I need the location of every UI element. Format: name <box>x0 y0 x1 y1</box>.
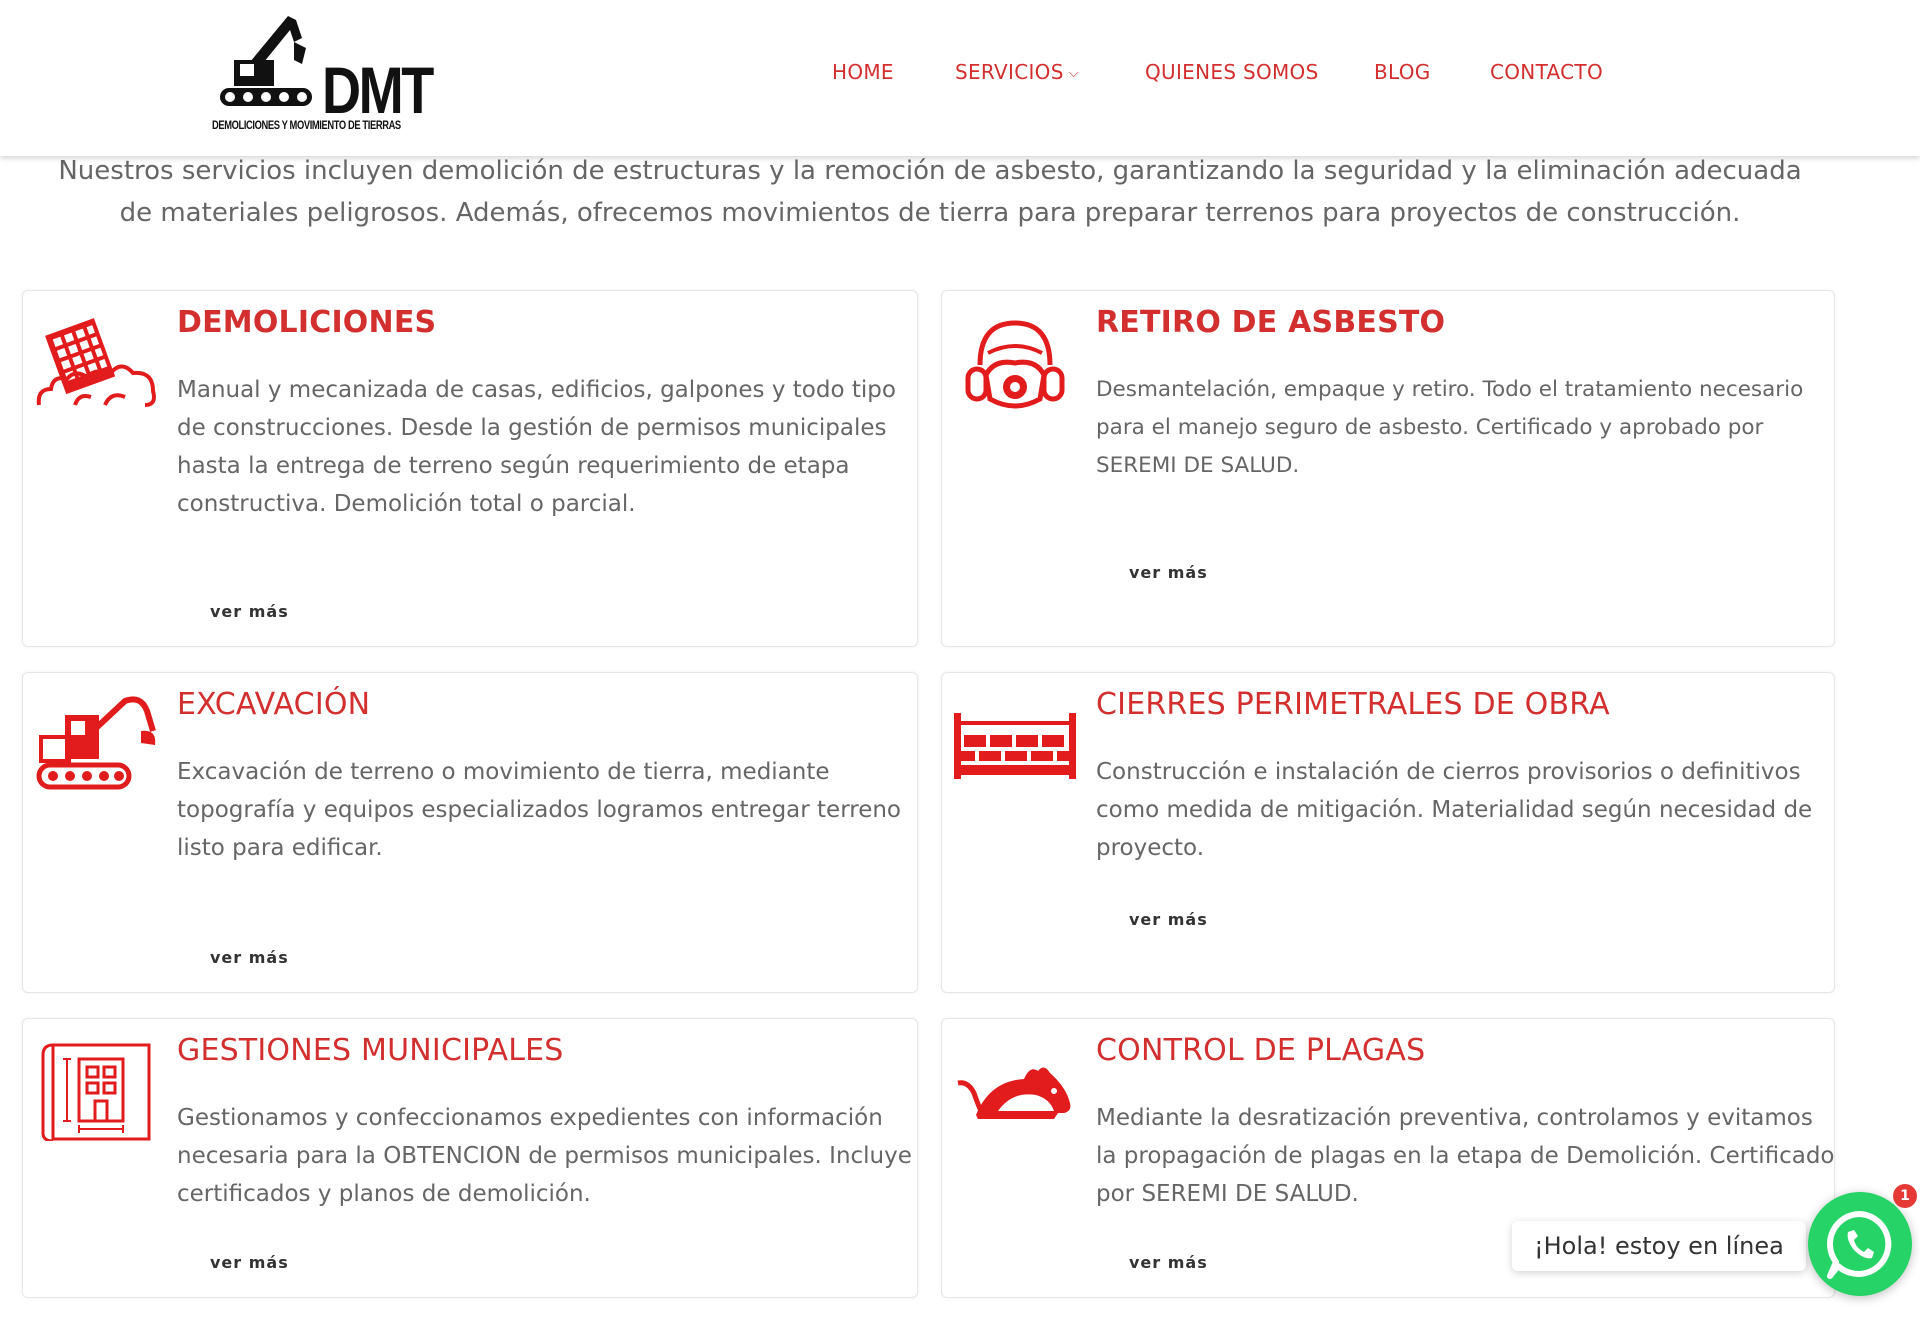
nav-home[interactable]: HOME <box>832 60 894 84</box>
rat-icon <box>954 1041 1076 1141</box>
logo-name: DMT <box>322 53 432 127</box>
whatsapp-notification-badge: 1 <box>1893 1184 1917 1208</box>
gas-mask-icon <box>954 313 1076 413</box>
ver-mas-gestiones-link[interactable]: ver más <box>210 1253 289 1272</box>
service-title-demoliciones: DEMOLICIONES <box>177 305 437 340</box>
service-desc-asbesto: Desmantelación, empaque y retiro. Todo el tratamiento necesario para el manejo seguro de asbesto. Certificado y aprobado por SEREMI DE SALUD. <box>1096 377 1804 478</box>
service-desc-cierres: Construcción e instalación de cierros provisorios o definitivos como medida de mitigación. Materialidad según necesidad de proyecto. <box>1096 759 1813 861</box>
excavator-icon <box>35 695 157 795</box>
service-title-gestiones: GESTIONES MUNICIPALES <box>177 1033 564 1068</box>
service-title-asbesto: RETIRO DE ASBESTO <box>1096 305 1446 340</box>
service-title-cierres: CIERRES PERIMETRALES DE OBRA <box>1096 687 1610 722</box>
blueprint-icon <box>35 1041 157 1141</box>
service-desc-demoliciones: Manual y mecanizada de casas, edificios, galpones y todo tipo de construcciones. Desde la gestión de permisos municipales hasta la entrega de terreno según requerimiento de etapa constructiva. Demolición total o parcial. <box>177 377 896 517</box>
ver-mas-demoliciones-link[interactable]: ver más <box>210 602 289 621</box>
chevron-down-icon: ⌵ <box>1068 66 1079 81</box>
intro-line-2: de materiales peligrosos. Además, ofrecemos movimientos de tierra para preparar terrenos para proyectos de construcción. <box>119 198 1741 228</box>
nav-servicios-label: SERVICIOS <box>955 60 1064 84</box>
intro-line-1: Nuestros servicios incluyen demolición de estructuras y la remoción de asbesto, garantizando la seguridad y la eliminación adecuada <box>58 156 1802 186</box>
nav-servicios[interactable] <box>955 60 1079 84</box>
building-demolition-icon <box>35 313 157 413</box>
service-desc-plagas: Mediante la desratización preventiva, controlamos y evitamos la propagación de plagas en la etapa de Demolición. Certificado por SEREMI DE SALUD. <box>1096 1105 1835 1207</box>
site-header <box>0 0 1920 156</box>
service-card-asbesto <box>941 290 1835 647</box>
ver-mas-excavacion-link[interactable]: ver más <box>210 948 289 967</box>
whatsapp-icon <box>1808 1192 1912 1296</box>
intro-text <box>50 150 1810 234</box>
whatsapp-greeting-bubble[interactable]: ¡Hola! estoy en línea <box>1512 1221 1806 1271</box>
nav-contacto[interactable]: CONTACTO <box>1490 60 1603 84</box>
service-card-cierres <box>941 672 1835 993</box>
ver-mas-asbesto-link[interactable]: ver más <box>1129 563 1208 582</box>
ver-mas-plagas-link[interactable]: ver más <box>1129 1253 1208 1272</box>
service-card-gestiones <box>22 1018 918 1298</box>
service-card-excavacion <box>22 672 918 993</box>
nav-blog[interactable]: BLOG <box>1374 60 1431 84</box>
nav-quienes-somos[interactable]: QUIENES SOMOS <box>1145 60 1319 84</box>
service-card-demoliciones <box>22 290 918 647</box>
excavator-logo-icon <box>210 12 330 112</box>
ver-mas-cierres-link[interactable]: ver más <box>1129 910 1208 929</box>
logo-tagline: DEMOLICIONES Y MOVIMIENTO DE TIERRAS <box>212 118 401 132</box>
service-desc-excavacion: Excavación de terreno o movimiento de tierra, mediante topografía y equipos especializados logramos entregar terreno listo para edificar. <box>177 759 901 861</box>
service-desc-gestiones: Gestionamos y confeccionamos expedientes con información necesaria para la OBTENCION de permisos municipales. Incluye certificados y planos de demolición. <box>177 1105 912 1207</box>
service-title-plagas: CONTROL DE PLAGAS <box>1096 1033 1426 1068</box>
fence-icon <box>954 695 1076 795</box>
whatsapp-button[interactable] <box>1808 1192 1912 1296</box>
service-title-excavacion: EXCAVACIÓN <box>177 687 371 722</box>
dmt-logo[interactable] <box>210 12 445 137</box>
